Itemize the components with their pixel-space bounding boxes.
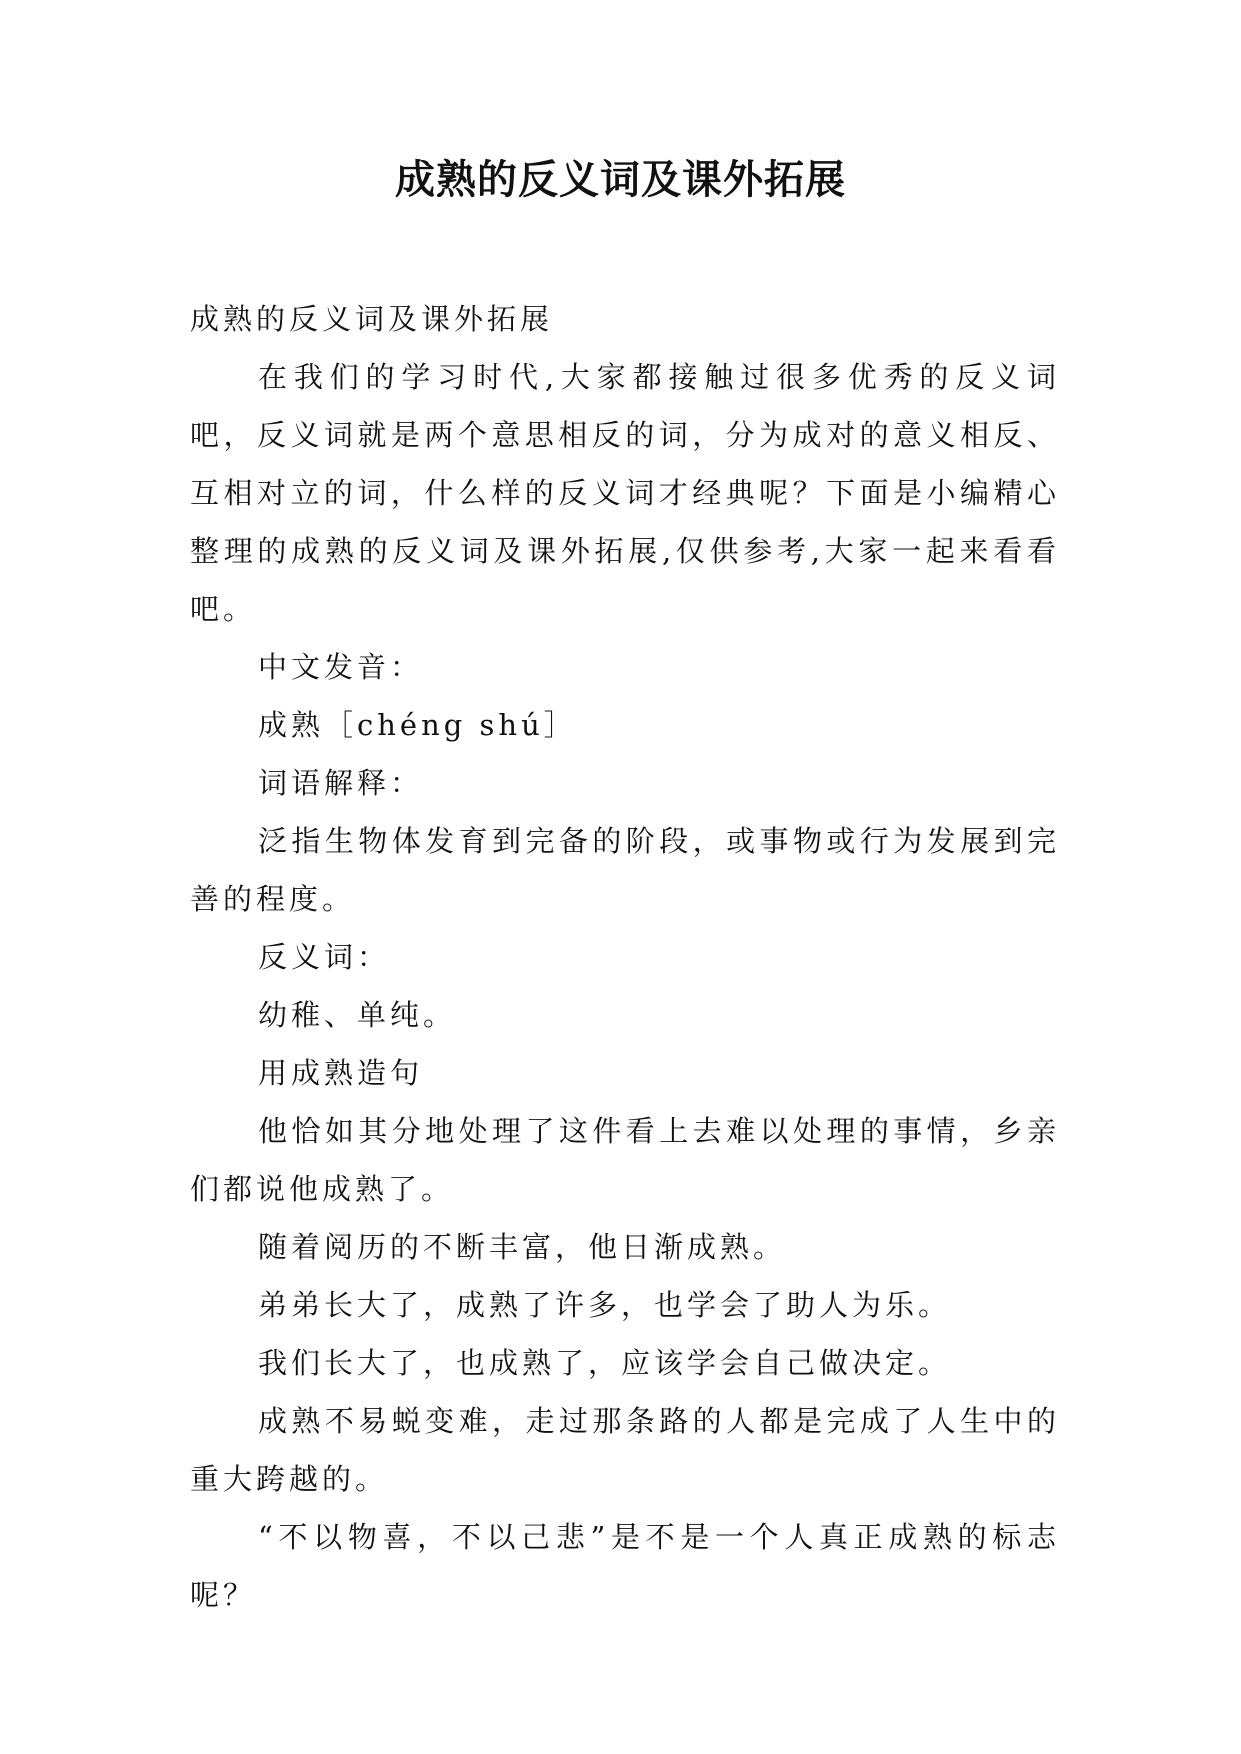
example-sentence: 成熟不易蜕变难，走过那条路的人都是完成了人生中的重大跨越的。 — [190, 1404, 1060, 1496]
pronunciation-heading: 中文发音： — [258, 650, 424, 684]
intro-paragraph: 在我们的学习时代,大家都接触过很多优秀的反义词吧，反义词就是两个意思相反的词，分为成对的意义相反、互相对立的词，什么样的反义词才经典呢？下面是小编精心整理的成熟的反义词及课外拓展,仅供参考,大家一起来看看吧。 — [190, 360, 1060, 626]
document-title: 成熟的反义词及课外拓展 — [395, 156, 846, 203]
example-sentence: 弟弟长大了，成熟了许多，也学会了助人为乐。 — [258, 1288, 952, 1322]
example-sentence: 我们长大了，也成熟了，应该学会自己做决定。 — [258, 1346, 952, 1380]
document-body — [190, 290, 1060, 1624]
definition-text: 泛指生物体发育到完备的阶段，或事物或行为发展到完善的程度。 — [190, 824, 1060, 916]
definition-heading: 词语解释： — [258, 766, 424, 800]
example-heading: 用成熟造句 — [258, 1056, 424, 1090]
antonym-text: 幼稚、单纯。 — [258, 998, 457, 1032]
example-sentence: 随着阅历的不断丰富，他日渐成熟。 — [258, 1230, 787, 1264]
example-sentence: 他恰如其分地处理了这件看上去难以处理的事情，乡亲们都说他成熟了。 — [190, 1114, 1060, 1206]
example-sentence: “不以物喜，不以己悲”是不是一个人真正成熟的标志呢？ — [190, 1520, 1060, 1612]
pronunciation-text: 成熟［chéng shú］ — [258, 708, 577, 742]
subtitle-paragraph: 成熟的反义词及课外拓展 — [190, 302, 554, 336]
antonym-heading: 反义词： — [258, 940, 391, 974]
